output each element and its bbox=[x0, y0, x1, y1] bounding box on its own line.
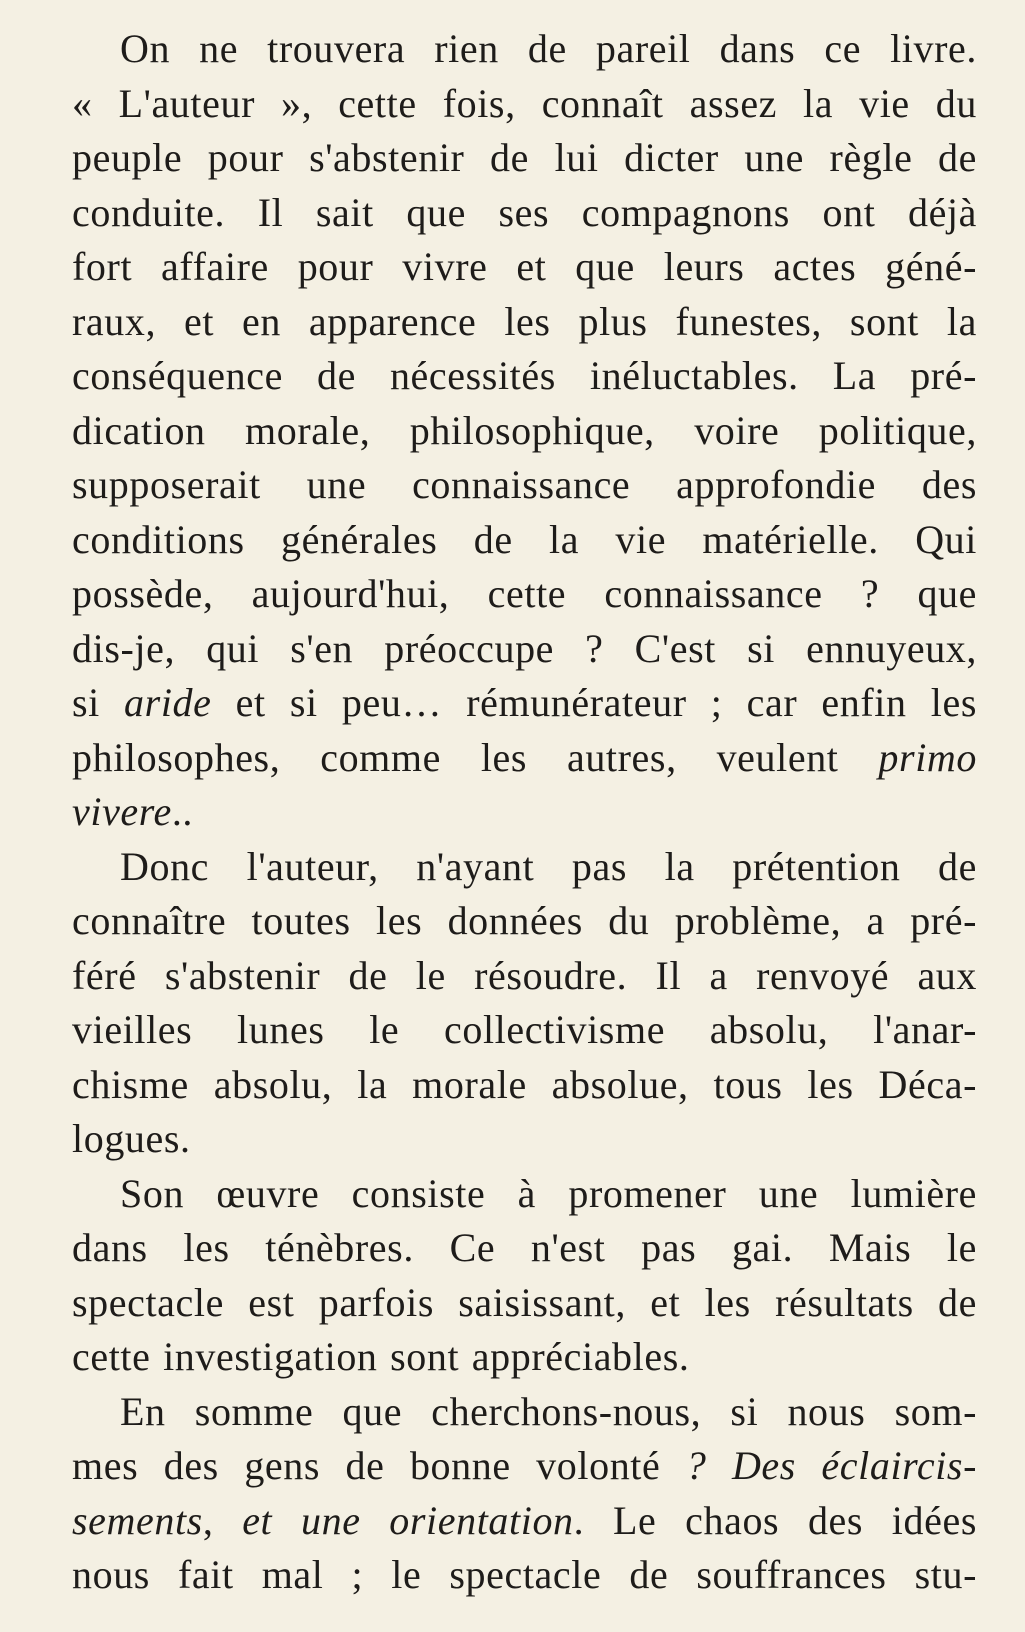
text-line bbox=[72, 567, 977, 622]
text-segment: fort affaire pour vivre et que leurs actes géné- bbox=[72, 244, 977, 289]
text-segment: .. bbox=[171, 789, 194, 834]
text-segment: mes des gens de bonne volonté bbox=[72, 1443, 686, 1488]
text-segment: « L'auteur », cette fois, connaît assez la vie du bbox=[72, 80, 977, 126]
italic-text: et une orientation bbox=[242, 1497, 574, 1543]
text-line bbox=[72, 1385, 977, 1440]
text-segment: dication morale, philosophique, voire politique, bbox=[72, 407, 977, 453]
text-line bbox=[72, 1276, 977, 1331]
text-segment: possède, aujourd'hui, cette connaissance ? que bbox=[72, 571, 977, 616]
text-segment: conditions générales de la vie matérielle. Qui bbox=[72, 516, 977, 562]
text-line bbox=[72, 1003, 977, 1058]
italic-text: aride bbox=[124, 680, 212, 725]
text-line bbox=[72, 731, 977, 786]
text-segment: . Le chaos des idées bbox=[573, 1497, 977, 1543]
text-segment: dans les ténèbres. Ce n'est pas gai. Mais le bbox=[72, 1225, 977, 1270]
text-line bbox=[72, 785, 977, 840]
text-line bbox=[72, 1221, 977, 1276]
text-line bbox=[72, 894, 977, 949]
text-segment: cette investigation sont appréciables. bbox=[72, 1334, 690, 1379]
text-segment: logues. bbox=[72, 1116, 191, 1161]
text-line bbox=[72, 676, 977, 731]
text-segment: Donc l'auteur, n'ayant pas la prétention de bbox=[120, 843, 977, 889]
text-line bbox=[72, 22, 977, 77]
text-line bbox=[72, 513, 977, 568]
text-segment: philosophes, comme les autres, veulent bbox=[72, 734, 879, 780]
text-segment: conduite. Il sait que ses compagnons ont déjà bbox=[72, 189, 977, 235]
text-line bbox=[72, 186, 977, 241]
text-line bbox=[72, 77, 977, 132]
text-line bbox=[72, 1167, 977, 1222]
italic-text: vivere bbox=[72, 789, 172, 834]
text-line bbox=[72, 404, 977, 459]
text-line bbox=[72, 458, 977, 513]
text-segment: dis-je, qui s'en préoccupe ? C'est si ennuyeux, bbox=[72, 625, 977, 671]
text-line bbox=[72, 349, 977, 404]
text-segment: peuple pour s'abstenir de lui dicter une règle de bbox=[72, 135, 977, 180]
text-segment: , bbox=[202, 1497, 243, 1543]
italic-text: primo bbox=[878, 734, 977, 780]
text-segment: connaître toutes les données du problème, a pré- bbox=[72, 898, 977, 943]
text-line bbox=[72, 840, 977, 895]
paragraph bbox=[72, 1385, 977, 1603]
text-segment: féré s'abstenir de le résoudre. Il a renvoyé aux bbox=[72, 952, 977, 998]
text-line bbox=[72, 622, 977, 677]
text-segment: nous fait mal ; le spectacle de souffrances stu- bbox=[72, 1552, 977, 1597]
text-segment: spectacle est parfois saisissant, et les résultats de bbox=[72, 1279, 977, 1325]
text-segment: raux, et en apparence les plus funestes, sont la bbox=[72, 298, 977, 344]
text-line bbox=[72, 1494, 977, 1549]
text-segment: et si peu… rémunérateur ; car enfin les bbox=[211, 680, 977, 725]
text-segment: Son œuvre consiste à promener une lumière bbox=[120, 1170, 977, 1216]
text-line bbox=[72, 1058, 977, 1113]
text-line bbox=[72, 1330, 977, 1385]
text-segment: si bbox=[72, 680, 125, 725]
paragraph bbox=[72, 1167, 977, 1385]
text-line bbox=[72, 131, 977, 186]
text-line bbox=[72, 240, 977, 295]
text-line bbox=[72, 949, 977, 1004]
text-line bbox=[72, 295, 977, 350]
paragraph bbox=[72, 840, 977, 1167]
text-segment: En somme que cherchons-nous, si nous som- bbox=[120, 1388, 977, 1434]
italic-text: sements bbox=[72, 1497, 203, 1543]
text-segment: supposerait une connaissance approfondie des bbox=[72, 462, 977, 507]
text-segment: vieilles lunes le collectivisme absolu, l'anar- bbox=[72, 1007, 977, 1052]
text-segment: chisme absolu, la morale absolue, tous les Déca- bbox=[72, 1061, 977, 1107]
text-line bbox=[72, 1439, 977, 1494]
text-line bbox=[72, 1548, 977, 1603]
text-segment: conséquence de nécessités inéluctables. La pré- bbox=[72, 353, 977, 398]
text-line bbox=[72, 1112, 977, 1167]
text-segment: On ne trouvera rien de pareil dans ce livre. bbox=[120, 26, 977, 71]
paragraph bbox=[72, 22, 977, 840]
italic-text: ? Des éclaircis- bbox=[685, 1443, 977, 1488]
